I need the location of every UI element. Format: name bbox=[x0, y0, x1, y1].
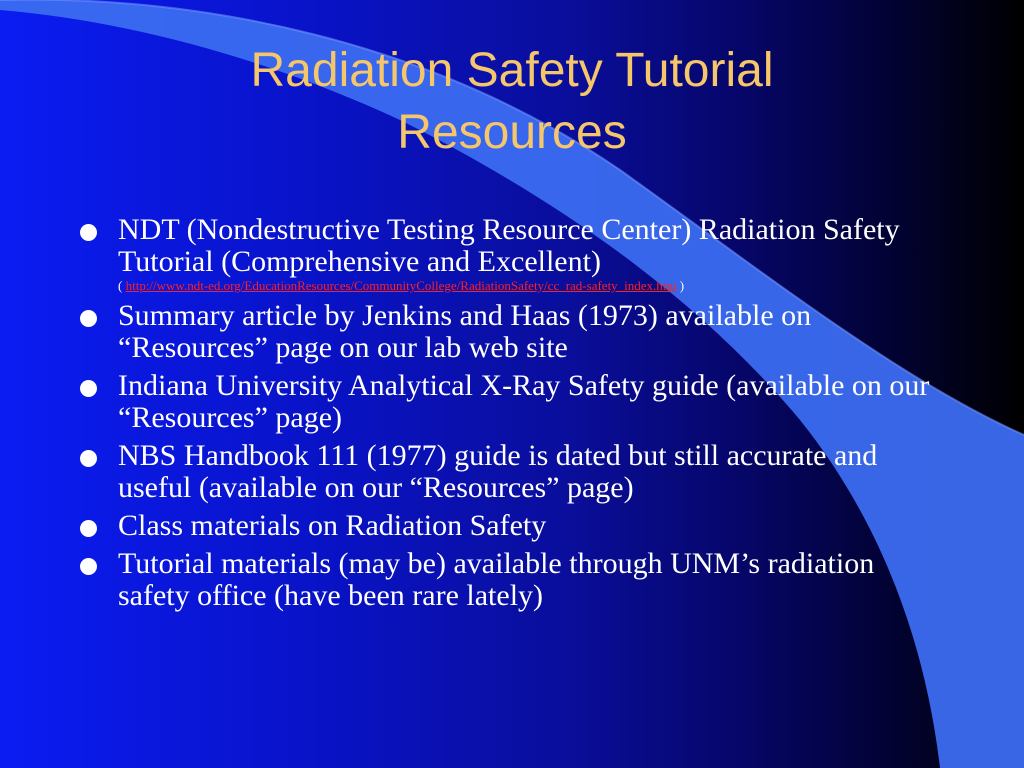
bullet-list bbox=[76, 214, 946, 618]
ndt-resource-link[interactable]: http://www.ndt-ed.org/EducationResources/CommunityCollege/RadiationSafety/cc_rad-safety_index.htm bbox=[125, 278, 677, 293]
bullet-text: NBS Handbook 111 (1977) guide is dated but still accurate and useful (available on our “Resources” page) bbox=[118, 439, 878, 504]
bullet-text: Summary article by Jenkins and Haas (1973) available on “Resources” page on our lab web site bbox=[118, 299, 812, 364]
bullet-jenkins-haas bbox=[76, 300, 946, 364]
bullet-unm bbox=[76, 548, 946, 612]
bullet-dot-icon bbox=[80, 520, 97, 537]
bullet-indiana bbox=[76, 370, 946, 434]
title-line-1: Radiation Safety Tutorial bbox=[250, 44, 774, 97]
title-line-2: Resources bbox=[397, 106, 627, 159]
bullet-dot-icon bbox=[80, 450, 97, 467]
link-line bbox=[118, 278, 946, 294]
slide-title bbox=[0, 40, 1024, 164]
bullet-dot-icon bbox=[80, 380, 97, 397]
bullet-ndt bbox=[76, 214, 946, 294]
bullet-text: Indiana University Analytical X-Ray Safety guide (available on our “Resources” page) bbox=[118, 369, 930, 434]
bullet-text: Class materials on Radiation Safety bbox=[118, 509, 547, 542]
bullet-dot-icon bbox=[80, 558, 97, 575]
bullet-text: NDT (Nondestructive Testing Resource Center) Radiation Safety Tutorial (Comprehensive and Excellent) bbox=[118, 213, 900, 278]
link-suffix: ) bbox=[676, 278, 685, 293]
bullet-text: Tutorial materials (may be) available through UNM’s radiation safety office (have been rare lately) bbox=[118, 547, 875, 612]
bullet-dot-icon bbox=[80, 224, 97, 241]
link-prefix: ( bbox=[118, 278, 126, 293]
bullet-class-materials bbox=[76, 510, 946, 542]
bullet-dot-icon bbox=[80, 310, 97, 327]
bullet-nbs bbox=[76, 440, 946, 504]
